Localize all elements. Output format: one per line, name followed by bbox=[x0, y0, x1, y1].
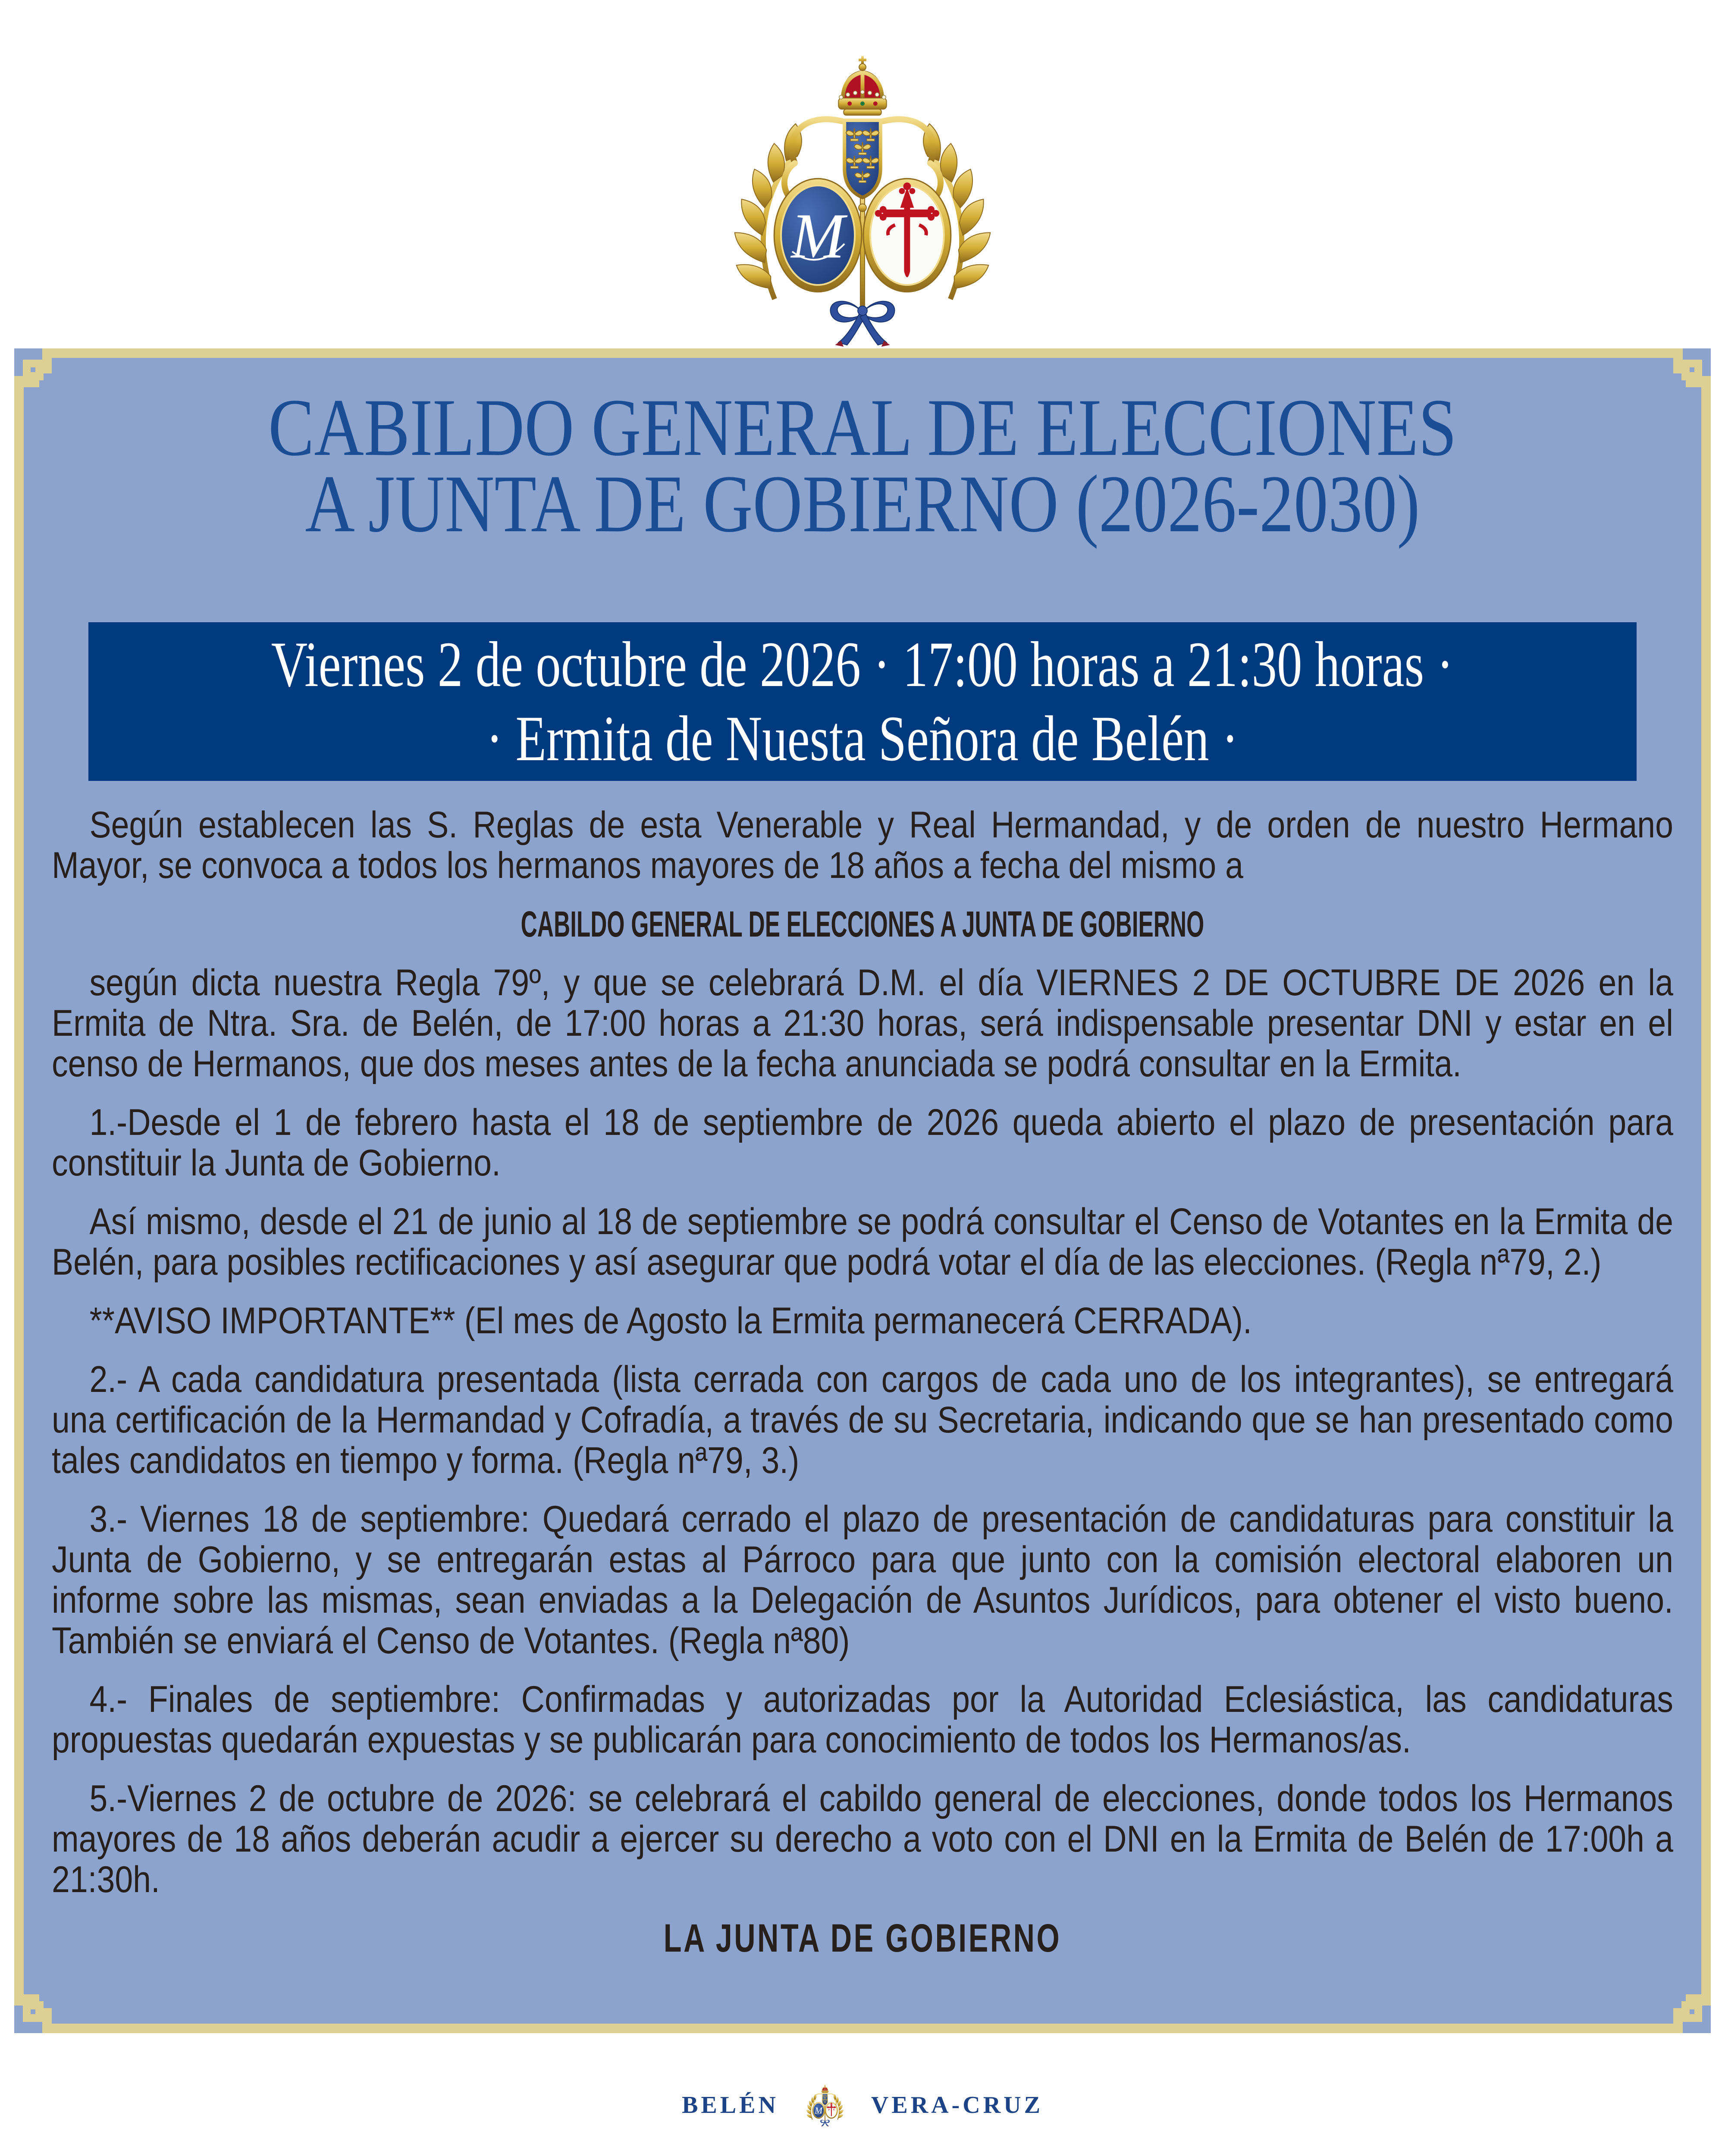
footer-belen-label: BELÉN bbox=[682, 2092, 779, 2118]
paragraph-item2: 2.- A cada candidatura presentada (lista cerrada con cargos de cada uno de los integrantes), se entregará una certificación de la Hermandad y Cofradía, a través de su Secretaria, indicando que se han presentado como tales candidatos en tiempo y forma. (Regla nª79, 3.) bbox=[52, 1359, 1673, 1481]
paragraph-intro: Según establecen las S. Reglas de esta Venerable y Real Hermandad, y de orden de nuestro Hermano Mayor, se convoca a todos los hermanos mayores de 18 años a fecha del mismo a bbox=[52, 804, 1673, 886]
heading-cabildo: CABILDO GENERAL DE ELECCIONES A JUNTA DE GOBIERNO bbox=[521, 904, 1204, 944]
footer-veracruz-label: VERA-CRUZ bbox=[871, 2092, 1043, 2118]
paragraph-aviso: **AVISO IMPORTANTE** (El mes de Agosto la Ermita permanecerá CERRADA). bbox=[89, 1300, 1252, 1341]
event-banner bbox=[88, 622, 1637, 781]
frame-border-bottom bbox=[52, 2024, 1673, 2033]
corner-ornament-icon bbox=[14, 348, 83, 417]
paragraph-item5: 5.-Viernes 2 de octubre de 2026: se celebrará el cabildo general de elecciones, donde todos los Hermanos mayores de 18 años deberán acudir a ejercer su derecho a voto con el DNI en la Ermita de Belén de 17:00h a 21:30h. bbox=[52, 1778, 1673, 1900]
royal-hermandad-crest-icon bbox=[733, 48, 992, 348]
page-title-line2: A JUNTA DE GOBIERNO (2026-2030) bbox=[305, 459, 1420, 549]
corner-ornament-icon bbox=[1642, 348, 1711, 417]
page-title bbox=[150, 382, 1575, 549]
announcement-body bbox=[52, 805, 1673, 1977]
paragraph-item3: 3.- Viernes 18 de septiembre: Quedará cerrado el plazo de presentación de candidaturas para constituir la Junta de Gobierno, y se entregarán estas al Párroco para que junto con la comisión electoral elaboren un informe sobre las mismas, sean enviadas a la Delegación de Asuntos Jurídicos, para obtener el visto bueno. También se enviará el Censo de Votantes. (Regla nª80) bbox=[52, 1498, 1673, 1661]
paragraph-censo: Así mismo, desde el 21 de junio al 18 de septiembre se podrá consultar el Censo de Votantes en la Ermita de Belén, para posibles rectificaciones y así asegurar que podrá votar el día de las elecciones. (Regla nª79, 2.) bbox=[52, 1201, 1673, 1283]
royal-hermandad-crest-small-icon bbox=[806, 2084, 844, 2127]
footer bbox=[0, 2084, 1725, 2127]
event-banner-place: · Ermita de Nuesta Señora de Belén · bbox=[486, 703, 1239, 774]
announcement-panel bbox=[14, 348, 1711, 2033]
event-banner-date: Viernes 2 de octubre de 2026 · 17:00 horas a 21:30 horas · bbox=[271, 629, 1454, 700]
frame-border-right bbox=[1701, 387, 1711, 1994]
frame-border-top bbox=[52, 348, 1673, 358]
page-title-line1: CABILDO GENERAL DE ELECCIONES bbox=[268, 382, 1457, 473]
heading-junta: LA JUNTA DE GOBIERNO bbox=[663, 1916, 1062, 1960]
paragraph-item1: 1.-Desde el 1 de febrero hasta el 18 de septiembre de 2026 queda abierto el plazo de presentación para constituir la Junta de Gobierno. bbox=[52, 1102, 1673, 1184]
frame-border-left bbox=[14, 387, 24, 1994]
paragraph-regla79: según dicta nuestra Regla 79º, y que se celebrará D.M. el día VIERNES 2 DE OCTUBRE DE 2026 en la Ermita de Ntra. Sra. de Belén, de 17:00 horas a 21:30 horas, será indispensable presentar DNI y estar en el censo de Hermanos, que dos meses antes de la fecha anunciada se podrá consultar en la Ermita. bbox=[52, 962, 1673, 1084]
paragraph-item4: 4.- Finales de septiembre: Confirmadas y autorizadas por la Autoridad Eclesiástica, las candidaturas propuestas quedarán expuestas y se publicarán para conocimiento de todos los Hermanos/as. bbox=[52, 1679, 1673, 1761]
